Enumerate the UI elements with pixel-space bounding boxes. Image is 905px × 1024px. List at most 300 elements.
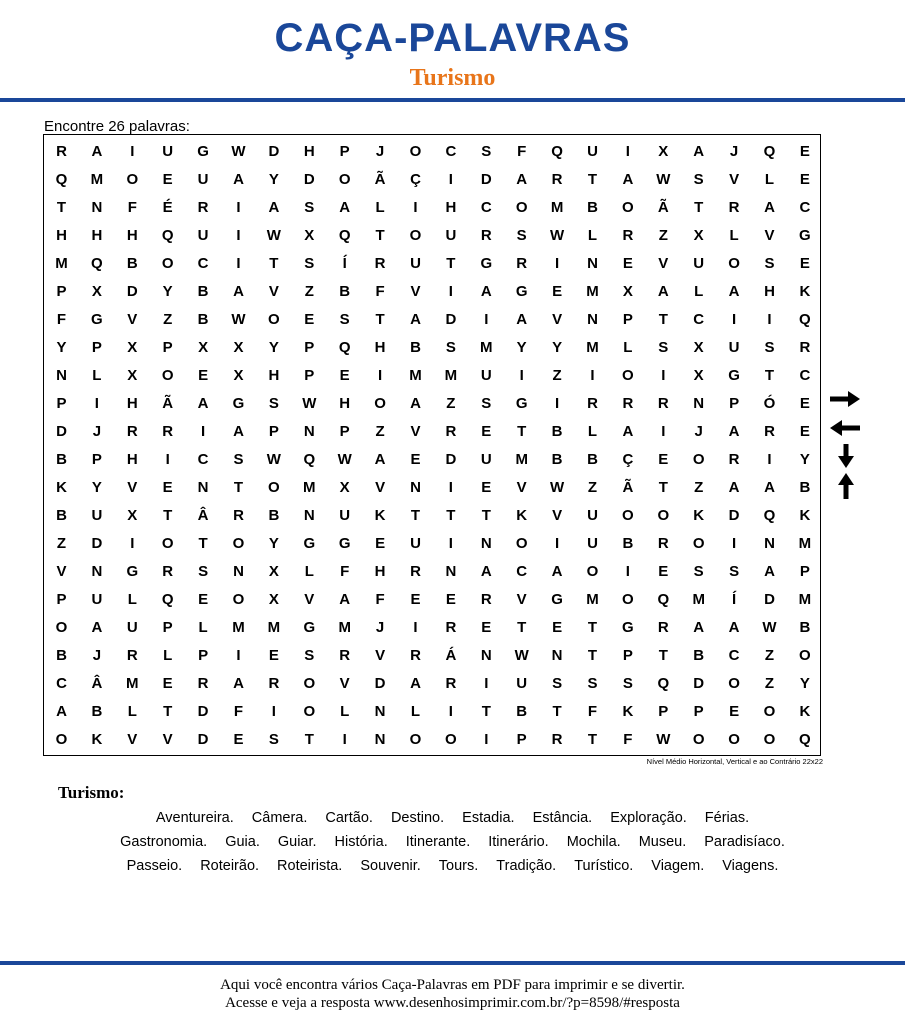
grid-letter[interactable]: T	[587, 619, 598, 636]
grid-letter[interactable]: D	[197, 703, 209, 720]
grid-letter[interactable]: Ó	[763, 395, 776, 412]
grid-letter[interactable]: F	[375, 283, 385, 300]
grid-letter[interactable]: Q	[55, 171, 68, 188]
grid-letter[interactable]: U	[162, 143, 174, 160]
grid-letter[interactable]: P	[658, 703, 669, 720]
grid-letter[interactable]: N	[551, 647, 563, 664]
grid-letter[interactable]: O	[799, 647, 811, 664]
grid-letter[interactable]: O	[161, 535, 174, 552]
grid-letter[interactable]: I	[448, 703, 453, 720]
grid-letter[interactable]: W	[550, 227, 565, 244]
grid-letter[interactable]: P	[693, 703, 704, 720]
grid-letter[interactable]: U	[197, 227, 209, 244]
grid-letter[interactable]: I	[519, 367, 524, 384]
grid-letter[interactable]: X	[127, 367, 138, 384]
grid-letter[interactable]: B	[56, 647, 67, 664]
grid-letter[interactable]: S	[445, 339, 456, 356]
grid-letter[interactable]: N	[374, 703, 386, 720]
grid-letter[interactable]: Â	[91, 675, 103, 692]
grid-letter[interactable]: N	[587, 255, 598, 272]
grid-letter[interactable]: P	[56, 591, 67, 608]
grid-letter[interactable]: F	[340, 563, 350, 580]
grid-letter[interactable]: Ã	[622, 479, 634, 496]
grid-letter[interactable]: O	[657, 507, 670, 524]
grid-letter[interactable]: U	[587, 535, 598, 552]
grid-letter[interactable]: T	[552, 703, 562, 720]
grid-letter[interactable]: K	[516, 507, 528, 524]
grid-letter[interactable]: T	[233, 479, 244, 496]
grid-letter[interactable]: N	[233, 563, 244, 580]
grid-letter[interactable]: O	[728, 731, 740, 748]
grid-letter[interactable]: W	[266, 451, 281, 468]
grid-letter[interactable]: R	[551, 731, 563, 748]
grid-letter[interactable]: Z	[56, 535, 67, 552]
grid-letter[interactable]: É	[162, 199, 173, 216]
grid-letter[interactable]: R	[622, 227, 634, 244]
grid-letter[interactable]: L	[92, 367, 102, 384]
grid-letter[interactable]: O	[622, 507, 634, 524]
grid-letter[interactable]: K	[374, 507, 386, 524]
grid-letter[interactable]: B	[56, 507, 67, 524]
grid-letter[interactable]: A	[91, 619, 103, 636]
grid-letter[interactable]: R	[339, 647, 351, 664]
grid-letter[interactable]: O	[622, 199, 634, 216]
grid-letter[interactable]: T	[163, 703, 173, 720]
grid-letter[interactable]: Ã	[374, 171, 386, 188]
grid-letter[interactable]: E	[410, 451, 421, 468]
grid-letter[interactable]: E	[233, 731, 244, 748]
grid-letter[interactable]: A	[693, 143, 705, 160]
grid-letter[interactable]: W	[266, 227, 281, 244]
grid-letter[interactable]: B	[799, 479, 811, 496]
grid-letter[interactable]: R	[445, 619, 457, 636]
grid-letter[interactable]: R	[197, 199, 209, 216]
grid-letter[interactable]: V	[127, 731, 138, 748]
grid-letter[interactable]: L	[729, 227, 739, 244]
grid-letter[interactable]: R	[162, 423, 174, 440]
grid-letter[interactable]: Ã	[657, 199, 669, 216]
grid-letter[interactable]: Q	[799, 311, 811, 328]
grid-letter[interactable]: T	[375, 227, 385, 244]
grid-letter[interactable]: A	[410, 675, 421, 692]
grid-letter[interactable]: C	[197, 451, 209, 468]
grid-letter[interactable]: O	[728, 675, 740, 692]
grid-letter[interactable]: V	[56, 563, 67, 580]
grid-letter[interactable]: A	[516, 171, 528, 188]
grid-letter[interactable]: E	[198, 367, 209, 384]
grid-letter[interactable]: V	[552, 311, 563, 328]
grid-letter[interactable]: N	[91, 563, 103, 580]
grid-letter[interactable]: P	[91, 339, 102, 356]
grid-letter[interactable]: V	[375, 479, 386, 496]
grid-letter[interactable]: L	[304, 563, 314, 580]
grid-letter[interactable]: O	[445, 731, 457, 748]
grid-letter[interactable]: U	[126, 619, 138, 636]
grid-letter[interactable]: O	[126, 171, 139, 188]
grid-letter[interactable]: P	[56, 395, 67, 412]
grid-letter[interactable]: O	[692, 731, 705, 748]
grid-letter[interactable]: N	[587, 311, 598, 328]
grid-letter[interactable]: I	[236, 255, 241, 272]
grid-letter[interactable]: P	[339, 423, 350, 440]
grid-letter[interactable]: G	[551, 591, 563, 608]
grid-letter[interactable]: R	[764, 423, 775, 440]
grid-letter[interactable]: H	[374, 563, 386, 580]
grid-letter[interactable]: A	[268, 199, 280, 216]
grid-letter[interactable]: I	[165, 451, 170, 468]
grid-letter[interactable]: I	[732, 311, 737, 328]
grid-letter[interactable]: R	[126, 647, 138, 664]
grid-letter[interactable]: O	[55, 731, 68, 748]
grid-letter[interactable]: P	[516, 731, 527, 748]
grid-letter[interactable]: I	[448, 479, 453, 496]
grid-letter[interactable]: C	[693, 311, 705, 328]
grid-letter[interactable]: E	[304, 311, 315, 328]
grid-letter[interactable]: I	[271, 703, 276, 720]
grid-letter[interactable]: S	[693, 563, 704, 580]
grid-letter[interactable]: Y	[799, 451, 810, 468]
grid-letter[interactable]: A	[56, 703, 67, 720]
grid-letter[interactable]: O	[409, 227, 422, 244]
grid-letter[interactable]: M	[267, 619, 281, 636]
grid-letter[interactable]: Z	[375, 423, 385, 440]
grid-letter[interactable]: I	[201, 423, 206, 440]
grid-letter[interactable]: O	[622, 591, 634, 608]
grid-letter[interactable]: O	[622, 367, 634, 384]
grid-letter[interactable]: R	[233, 507, 244, 524]
grid-letter[interactable]: N	[764, 535, 775, 552]
grid-letter[interactable]: R	[126, 423, 138, 440]
grid-letter[interactable]: W	[550, 479, 565, 496]
grid-letter[interactable]: G	[126, 563, 139, 580]
grid-letter[interactable]: U	[693, 255, 705, 272]
grid-letter[interactable]: T	[481, 507, 491, 524]
grid-letter[interactable]: Y	[91, 479, 102, 496]
grid-letter[interactable]: E	[162, 171, 173, 188]
grid-letter[interactable]: S	[729, 563, 740, 580]
grid-letter[interactable]: G	[799, 227, 811, 244]
grid-letter[interactable]: X	[658, 143, 669, 160]
grid-letter[interactable]: I	[590, 367, 595, 384]
grid-letter[interactable]: S	[268, 395, 279, 412]
grid-letter[interactable]: T	[410, 507, 421, 524]
grid-letter[interactable]: D	[56, 423, 67, 440]
grid-letter[interactable]: A	[233, 675, 244, 692]
grid-letter[interactable]: G	[91, 311, 103, 328]
grid-letter[interactable]: Q	[551, 143, 563, 160]
grid-letter[interactable]: R	[374, 255, 386, 272]
grid-letter[interactable]: D	[268, 143, 280, 160]
grid-letter[interactable]: A	[728, 283, 740, 300]
grid-letter[interactable]: A	[197, 395, 209, 412]
grid-letter[interactable]: A	[764, 479, 775, 496]
grid-letter[interactable]: P	[198, 647, 209, 664]
grid-letter[interactable]: Y	[799, 675, 810, 692]
grid-letter[interactable]: U	[91, 591, 103, 608]
grid-letter[interactable]: E	[162, 675, 173, 692]
grid-letter[interactable]: Z	[552, 367, 562, 384]
grid-letter[interactable]: Y	[516, 339, 527, 356]
grid-letter[interactable]: N	[445, 563, 457, 580]
grid-letter[interactable]: T	[304, 731, 314, 748]
grid-letter[interactable]: I	[236, 199, 241, 216]
grid-letter[interactable]: J	[694, 423, 703, 440]
grid-letter[interactable]: J	[375, 143, 385, 160]
grid-letter[interactable]: Z	[764, 647, 775, 664]
grid-letter[interactable]: V	[339, 675, 350, 692]
grid-letter[interactable]: Y	[268, 535, 279, 552]
grid-letter[interactable]: V	[729, 171, 740, 188]
grid-letter[interactable]: D	[303, 171, 315, 188]
grid-letter[interactable]: G	[197, 143, 209, 160]
grid-letter[interactable]: S	[622, 675, 633, 692]
grid-letter[interactable]: A	[551, 563, 563, 580]
grid-letter[interactable]: Q	[161, 591, 174, 608]
grid-letter[interactable]: R	[551, 171, 563, 188]
grid-letter[interactable]: U	[480, 367, 492, 384]
grid-letter[interactable]: N	[303, 423, 315, 440]
grid-letter[interactable]: U	[587, 507, 598, 524]
grid-letter[interactable]: E	[410, 591, 421, 608]
grid-letter[interactable]: S	[198, 563, 209, 580]
grid-letter[interactable]: Y	[268, 339, 279, 356]
grid-letter[interactable]: Q	[657, 675, 670, 692]
grid-letter[interactable]: Â	[197, 507, 209, 524]
grid-letter[interactable]: H	[56, 227, 67, 244]
grid-letter[interactable]: L	[623, 339, 633, 356]
grid-letter[interactable]: R	[410, 647, 421, 664]
grid-letter[interactable]: R	[410, 563, 421, 580]
grid-letter[interactable]: V	[375, 647, 386, 664]
grid-letter[interactable]: X	[233, 367, 244, 384]
grid-letter[interactable]: L	[587, 227, 598, 244]
grid-letter[interactable]: I	[767, 311, 772, 328]
grid-letter[interactable]: F	[517, 143, 527, 160]
grid-letter[interactable]: M	[55, 255, 68, 272]
grid-letter[interactable]: D	[445, 451, 457, 468]
grid-letter[interactable]: P	[729, 395, 740, 412]
grid-letter[interactable]: F	[623, 731, 633, 748]
grid-letter[interactable]: T	[375, 311, 385, 328]
grid-letter[interactable]: K	[693, 507, 705, 524]
grid-letter[interactable]: L	[375, 199, 385, 216]
grid-letter[interactable]: I	[448, 171, 453, 188]
grid-letter[interactable]: S	[516, 227, 527, 244]
grid-letter[interactable]: P	[304, 339, 315, 356]
grid-letter[interactable]: I	[661, 367, 666, 384]
grid-letter[interactable]: I	[448, 283, 453, 300]
grid-letter[interactable]: R	[268, 675, 280, 692]
grid-letter[interactable]: C	[56, 675, 67, 692]
grid-letter[interactable]: R	[657, 619, 669, 636]
grid-letter[interactable]: V	[552, 507, 563, 524]
grid-letter[interactable]: U	[445, 227, 457, 244]
grid-letter[interactable]: M	[303, 479, 316, 496]
grid-letter[interactable]: N	[56, 367, 67, 384]
grid-letter[interactable]: X	[233, 339, 244, 356]
grid-letter[interactable]: T	[446, 507, 456, 524]
grid-letter[interactable]: O	[55, 619, 68, 636]
grid-letter[interactable]: H	[126, 227, 138, 244]
grid-letter[interactable]: A	[339, 199, 351, 216]
grid-letter[interactable]: E	[481, 479, 492, 496]
grid-letter[interactable]: O	[692, 535, 705, 552]
grid-letter[interactable]: U	[587, 143, 598, 160]
grid-letter[interactable]: X	[622, 283, 633, 300]
grid-letter[interactable]: V	[410, 423, 421, 440]
grid-letter[interactable]: P	[799, 563, 810, 580]
grid-letter[interactable]: P	[304, 367, 315, 384]
grid-letter[interactable]: R	[622, 395, 634, 412]
grid-letter[interactable]: G	[232, 395, 245, 412]
grid-letter[interactable]: O	[161, 367, 174, 384]
grid-letter[interactable]: Y	[268, 171, 279, 188]
grid-letter[interactable]: L	[127, 591, 137, 608]
grid-letter[interactable]: N	[410, 479, 421, 496]
grid-letter[interactable]: I	[767, 451, 772, 468]
grid-letter[interactable]: X	[198, 339, 209, 356]
grid-letter[interactable]: M	[586, 339, 599, 356]
grid-letter[interactable]: A	[233, 283, 244, 300]
grid-letter[interactable]: G	[338, 535, 351, 552]
grid-letter[interactable]: I	[484, 311, 489, 328]
grid-letter[interactable]: M	[515, 451, 528, 468]
grid-letter[interactable]: B	[693, 647, 705, 664]
grid-letter[interactable]: X	[127, 339, 138, 356]
grid-letter[interactable]: F	[127, 199, 137, 216]
grid-letter[interactable]: D	[764, 591, 775, 608]
grid-letter[interactable]: E	[622, 255, 633, 272]
grid-letter[interactable]: T	[658, 479, 668, 496]
grid-letter[interactable]: A	[764, 199, 775, 216]
grid-letter[interactable]: E	[729, 703, 740, 720]
grid-letter[interactable]: E	[799, 171, 810, 188]
grid-letter[interactable]: A	[622, 171, 634, 188]
grid-letter[interactable]: E	[481, 619, 492, 636]
grid-letter[interactable]: I	[484, 675, 489, 692]
grid-letter[interactable]: Z	[304, 283, 314, 300]
grid-letter[interactable]: S	[693, 171, 704, 188]
grid-letter[interactable]: A	[622, 423, 634, 440]
grid-letter[interactable]: T	[56, 199, 67, 216]
grid-letter[interactable]: T	[658, 311, 668, 328]
grid-letter[interactable]: O	[268, 311, 280, 328]
grid-letter[interactable]: U	[197, 171, 209, 188]
grid-letter[interactable]: T	[446, 255, 456, 272]
grid-letter[interactable]: S	[304, 199, 315, 216]
grid-letter[interactable]: H	[268, 367, 280, 384]
grid-letter[interactable]: H	[764, 283, 775, 300]
grid-letter[interactable]: V	[658, 255, 669, 272]
grid-letter[interactable]: M	[90, 171, 104, 188]
grid-letter[interactable]: X	[693, 367, 704, 384]
grid-letter[interactable]: I	[342, 731, 347, 748]
grid-letter[interactable]: V	[410, 283, 421, 300]
grid-letter[interactable]: T	[587, 731, 598, 748]
grid-letter[interactable]: L	[127, 703, 137, 720]
grid-letter[interactable]: W	[231, 143, 246, 160]
grid-letter[interactable]: V	[516, 479, 527, 496]
grid-letter[interactable]: M	[798, 535, 812, 552]
grid-letter[interactable]: R	[162, 563, 174, 580]
grid-letter[interactable]: M	[692, 591, 705, 608]
grid-letter[interactable]: W	[231, 311, 246, 328]
grid-letter[interactable]: X	[693, 339, 704, 356]
grid-letter[interactable]: G	[728, 367, 740, 384]
grid-letter[interactable]: F	[375, 591, 385, 608]
grid-letter[interactable]: A	[480, 563, 492, 580]
grid-letter[interactable]: Q	[338, 339, 351, 356]
grid-letter[interactable]: A	[374, 451, 386, 468]
grid-letter[interactable]: N	[303, 507, 315, 524]
grid-letter[interactable]: R	[516, 255, 528, 272]
grid-letter[interactable]: K	[91, 731, 103, 748]
grid-letter[interactable]: W	[656, 171, 671, 188]
grid-letter[interactable]: U	[410, 535, 421, 552]
grid-letter[interactable]: I	[555, 535, 560, 552]
grid-letter[interactable]: A	[233, 171, 244, 188]
grid-letter[interactable]: N	[480, 647, 492, 664]
grid-letter[interactable]: K	[799, 507, 811, 524]
grid-letter[interactable]: W	[762, 619, 777, 636]
grid-letter[interactable]: M	[409, 367, 422, 384]
grid-letter[interactable]: J	[729, 143, 739, 160]
grid-letter[interactable]: Q	[338, 227, 351, 244]
grid-letter[interactable]: Z	[694, 479, 704, 496]
grid-letter[interactable]: V	[516, 591, 527, 608]
grid-letter[interactable]: O	[763, 731, 776, 748]
grid-letter[interactable]: U	[480, 451, 492, 468]
grid-letter[interactable]: G	[515, 283, 528, 300]
grid-letter[interactable]: D	[728, 507, 740, 524]
grid-letter[interactable]: Z	[446, 395, 456, 412]
grid-letter[interactable]: O	[232, 591, 245, 608]
grid-letter[interactable]: V	[127, 311, 138, 328]
grid-letter[interactable]: R	[587, 395, 598, 412]
grid-letter[interactable]: B	[197, 283, 209, 300]
grid-letter[interactable]: G	[480, 255, 493, 272]
grid-letter[interactable]: H	[445, 199, 457, 216]
grid-letter[interactable]: B	[799, 619, 811, 636]
grid-letter[interactable]: X	[339, 479, 350, 496]
grid-letter[interactable]: E	[658, 451, 669, 468]
grid-letter[interactable]: R	[728, 451, 740, 468]
grid-letter[interactable]: N	[693, 395, 705, 412]
grid-letter[interactable]: E	[799, 255, 810, 272]
grid-letter[interactable]: M	[338, 619, 351, 636]
grid-letter[interactable]: B	[339, 283, 351, 300]
grid-letter[interactable]: P	[162, 619, 173, 636]
grid-letter[interactable]: T	[658, 647, 668, 664]
grid-letter[interactable]: I	[732, 535, 737, 552]
grid-letter[interactable]: T	[163, 507, 173, 524]
grid-letter[interactable]: M	[586, 591, 599, 608]
grid-letter[interactable]: E	[481, 423, 492, 440]
grid-letter[interactable]: A	[410, 311, 421, 328]
grid-letter[interactable]: L	[198, 619, 208, 636]
grid-letter[interactable]: I	[661, 423, 666, 440]
grid-letter[interactable]: B	[56, 451, 67, 468]
grid-letter[interactable]: C	[445, 143, 457, 160]
grid-letter[interactable]: M	[126, 675, 139, 692]
grid-letter[interactable]: H	[303, 143, 315, 160]
grid-letter[interactable]: K	[799, 283, 811, 300]
grid-letter[interactable]: P	[268, 423, 279, 440]
grid-letter[interactable]: A	[516, 311, 528, 328]
grid-letter[interactable]: Q	[91, 255, 103, 272]
grid-letter[interactable]: I	[236, 227, 241, 244]
grid-letter[interactable]: E	[339, 367, 350, 384]
